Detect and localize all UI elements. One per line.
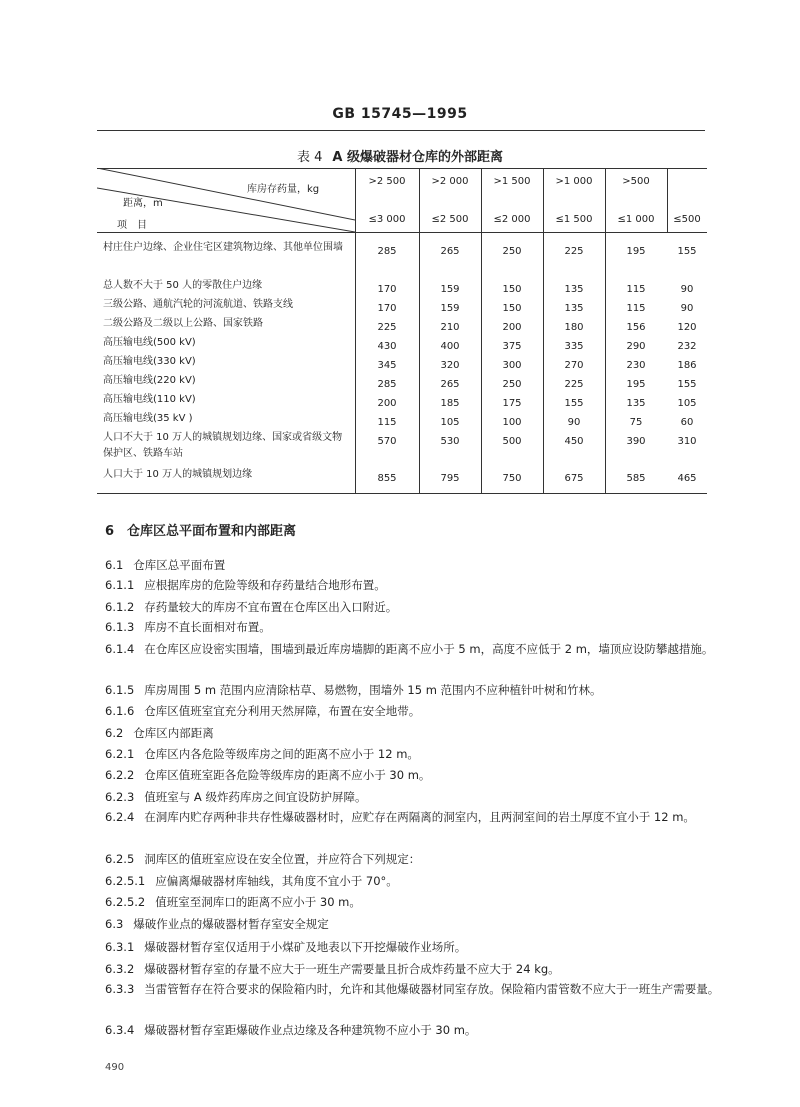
clause-text: 应根据库房的危险等级和存药量结合地形布置。: [144, 578, 386, 592]
table-cell: 105: [677, 398, 697, 409]
clause-number: 6.2: [105, 726, 124, 740]
clause-number: 6.3.4: [105, 1023, 135, 1037]
range-header-bottom: ≤1 500: [555, 214, 593, 225]
paragraph: [105, 893, 725, 911]
row-label: 高压输电线(500 kV): [103, 337, 196, 348]
clause-text: 仓库区内各危险等级库房之间的距离不应小于 12 m。: [144, 747, 419, 761]
clause-text: 在仓库区应设密实围墙，围墙到最近库房墙脚的距离不应小于 5 m，高度不应低于 2 m，墙顶应设防攀越措施。: [144, 642, 714, 656]
clause-number: 6.2.5.2: [105, 895, 146, 909]
table-cell: 232: [677, 341, 697, 352]
table-cell: 185: [440, 398, 460, 409]
table-cell: 285: [377, 246, 397, 257]
table-cell: 200: [502, 322, 522, 333]
row-label: 高压输电线(110 kV): [103, 394, 196, 405]
row-label: 高压输电线(220 kV): [103, 375, 196, 386]
clause-number: 6.2.5: [105, 852, 135, 866]
table-cell: 250: [502, 379, 522, 390]
range-header-bottom: ≤1 000: [617, 214, 655, 225]
table-cell: 310: [677, 436, 697, 447]
clause-text: 仓库区值班室距各危险等级库房的距离不应小于 30 m。: [144, 768, 431, 782]
table-cell: 270: [564, 360, 584, 371]
paragraph: [105, 618, 725, 636]
table-cell: 225: [377, 322, 397, 333]
clause-number: 6.3.3: [105, 982, 135, 996]
table-cell: 225: [564, 379, 584, 390]
clause-number: 6.2.2: [105, 768, 135, 782]
row-label: 三级公路、通航汽轮的河流航道、铁路支线: [103, 299, 293, 310]
paragraph: [105, 788, 725, 806]
range-header-bottom: ≤2 000: [493, 214, 531, 225]
paragraph: [105, 640, 725, 658]
table-cell: 530: [440, 436, 460, 447]
clause-text: 仓库区内部距离: [133, 726, 214, 740]
row-label: 人口不大于 10 万人的城镇规划边缘、国家或省级文物保护区、铁路车站: [103, 432, 343, 459]
table-cell: 90: [680, 284, 694, 295]
paragraph: [105, 980, 725, 998]
table-cell: 320: [440, 360, 460, 371]
table-cell: 159: [440, 303, 460, 314]
paragraph: [105, 872, 725, 890]
paragraph: [105, 556, 725, 574]
table-cell: 795: [440, 473, 460, 484]
paragraph: [105, 766, 725, 784]
clause-number: 6.1: [105, 558, 124, 572]
table-cell: 135: [626, 398, 646, 409]
header-rule: [97, 130, 705, 131]
clause-text: 爆破器材暂存室仅适用于小煤矿及地表以下开挖爆破作业场所。: [144, 940, 467, 954]
clause-text: 库房不直长面相对布置。: [144, 620, 271, 634]
range-header-top: >1 500: [493, 176, 531, 187]
clause-text: 爆破器材暂存室的存量不应大于一班生产需要量且折合成炸药量不应大于 24 kg。: [144, 962, 560, 976]
clause-text: 洞库区的值班室应设在安全位置，并应符合下列规定：: [144, 852, 421, 866]
corner-storage-label: 库房存药量，kg: [247, 184, 320, 195]
paragraph: [105, 938, 725, 956]
clause-number: 6.3: [105, 917, 124, 931]
range-header-top: >500: [622, 176, 650, 187]
row-label: 村庄住户边缘、企业住宅区建筑物边缘、其他单位围墙: [103, 242, 343, 253]
table-cell: 155: [564, 398, 584, 409]
table-number: 表 4: [297, 150, 323, 165]
corner-distance-label: 距离，m: [123, 198, 163, 209]
range-header-top: >1 000: [555, 176, 593, 187]
table-cell: 290: [626, 341, 646, 352]
paragraph: [105, 850, 725, 868]
table-cell: 585: [626, 473, 646, 484]
table-cell: 500: [502, 436, 522, 447]
paragraph: [105, 724, 725, 742]
table-cell: 159: [440, 284, 460, 295]
table-cell: 345: [377, 360, 397, 371]
paragraph: [105, 576, 725, 594]
table-cell: 750: [502, 473, 522, 484]
clause-text: 存药量较大的库房不宜布置在仓库区出入口附近。: [144, 600, 398, 614]
table-cell: 150: [502, 303, 522, 314]
clause-number: 6.3.1: [105, 940, 135, 954]
table-cell: 230: [626, 360, 646, 371]
table-cell: 570: [377, 436, 397, 447]
clause-number: 6.1.2: [105, 600, 135, 614]
distance-table: [97, 168, 707, 493]
row-label: 高压输电线(35 kV ): [103, 413, 193, 424]
paragraph: [105, 745, 725, 763]
table-cell: 90: [567, 417, 581, 428]
paragraph: [105, 681, 725, 699]
clause-text: 仓库区总平面布置: [133, 558, 226, 572]
range-header-bottom: ≤2 500: [431, 214, 469, 225]
paragraph: [105, 1021, 725, 1039]
clause-number: 6.2.4: [105, 810, 135, 824]
range-header-top: >2 500: [368, 176, 406, 187]
range-header-top: >2 000: [431, 176, 469, 187]
table-cell: 180: [564, 322, 584, 333]
paragraph: [105, 915, 725, 933]
table-cell: 155: [677, 246, 697, 257]
clause-number: 6.1.1: [105, 578, 135, 592]
header-code: GB 15745—1995: [332, 106, 468, 122]
table-bottom-rule: [97, 493, 707, 494]
table-title: [0, 146, 800, 165]
table-cell: 675: [564, 473, 584, 484]
paragraph: [105, 702, 725, 720]
table-cell: 265: [440, 379, 460, 390]
table-cell: 100: [502, 417, 522, 428]
table-cell: 300: [502, 360, 522, 371]
table-cell: 225: [564, 246, 584, 257]
page-number: 490: [105, 1062, 125, 1073]
table-cell: 175: [502, 398, 522, 409]
clause-number: 6.2.3: [105, 790, 135, 804]
paragraph: [105, 598, 725, 616]
table-cell: 375: [502, 341, 522, 352]
row-label: 总人数不大于 50 人的零散住户边缘: [103, 280, 263, 291]
table-cell: 450: [564, 436, 584, 447]
paragraph: [105, 960, 725, 978]
clause-text: 值班室与 A 级炸药库房之间宜设防护屏障。: [144, 790, 367, 804]
table-cell: 90: [680, 303, 694, 314]
table-cell: 186: [677, 360, 697, 371]
clause-text: 当雷管暂存在符合要求的保险箱内时，允许和其他爆破器材同室存放。保险箱内雷管数不应大于一班生产需要量。: [144, 982, 720, 996]
table-cell: 400: [440, 341, 460, 352]
table-cell: 335: [564, 341, 584, 352]
table-cell: 265: [440, 246, 460, 257]
clause-number: 6.2.1: [105, 747, 135, 761]
section-title: 6 仓库区总平面布置和内部距离: [105, 524, 297, 539]
range-header-bottom: ≤500: [673, 214, 701, 225]
table-cell: 430: [377, 341, 397, 352]
row-label: 二级公路及二级以上公路、国家铁路: [103, 318, 263, 329]
table-cell: 115: [626, 303, 646, 314]
clause-text: 库房周围 5 m 范围内应清除枯草、易燃物，围墙外 15 m 范围内不应种植针叶树和竹林。: [144, 683, 602, 697]
clause-text: 应偏离爆破器材库轴线，其角度不宜小于 70°。: [155, 874, 398, 888]
table-cell: 200: [377, 398, 397, 409]
table-cell: 60: [680, 417, 694, 428]
table-cell: 120: [677, 322, 697, 333]
clause-text: 值班室至洞库口的距离不应小于 30 m。: [155, 895, 361, 909]
table-cell: 155: [677, 379, 697, 390]
table-cell: 135: [564, 284, 584, 295]
clause-text: 爆破作业点的爆破器材暂存室安全规定: [133, 917, 329, 931]
table-cell: 75: [629, 417, 643, 428]
range-header-bottom: ≤3 000: [368, 214, 406, 225]
clause-number: 6.1.3: [105, 620, 135, 634]
table-cell: 150: [502, 284, 522, 295]
row-label: 高压输电线(330 kV): [103, 356, 196, 367]
table-cell: 285: [377, 379, 397, 390]
clause-number: 6.1.4: [105, 642, 135, 656]
clause-text: 爆破器材暂存室距爆破作业点边缘及各种建筑物不应小于 30 m。: [144, 1023, 477, 1037]
table-cell: 170: [377, 303, 397, 314]
clause-text: 在洞库内贮存两种非共存性爆破器材时，应贮存在两隔离的洞室内，且两洞室间的岩土厚度不宜小于 12 m。: [144, 810, 695, 824]
table-cell: 156: [626, 322, 646, 333]
clause-number: 6.1.6: [105, 704, 135, 718]
table-cell: 210: [440, 322, 460, 333]
table-cell: 250: [502, 246, 522, 257]
clause-number: 6.3.2: [105, 962, 135, 976]
table-cell: 115: [626, 284, 646, 295]
corner-item-label: 项 目: [117, 220, 147, 231]
clause-text: 仓库区值班室宜充分利用天然屏障，布置在安全地带。: [144, 704, 421, 718]
paragraph: [105, 808, 725, 826]
clause-number: 6.2.5.1: [105, 874, 146, 888]
table-cell: 115: [377, 417, 397, 428]
row-label: 人口大于 10 万人的城镇规划边缘: [103, 469, 253, 480]
table-cell: 195: [626, 379, 646, 390]
table-cell: 390: [626, 436, 646, 447]
table-cell: 855: [377, 473, 397, 484]
table-cell: 465: [677, 473, 697, 484]
clause-number: 6.1.5: [105, 683, 135, 697]
table-cell: 135: [564, 303, 584, 314]
table-header-rule: [97, 232, 707, 233]
table-title-text: A 级爆破器材仓库的外部距离: [332, 150, 503, 165]
table-cell: 195: [626, 246, 646, 257]
table-cell: 105: [440, 417, 460, 428]
table-cell: 170: [377, 284, 397, 295]
